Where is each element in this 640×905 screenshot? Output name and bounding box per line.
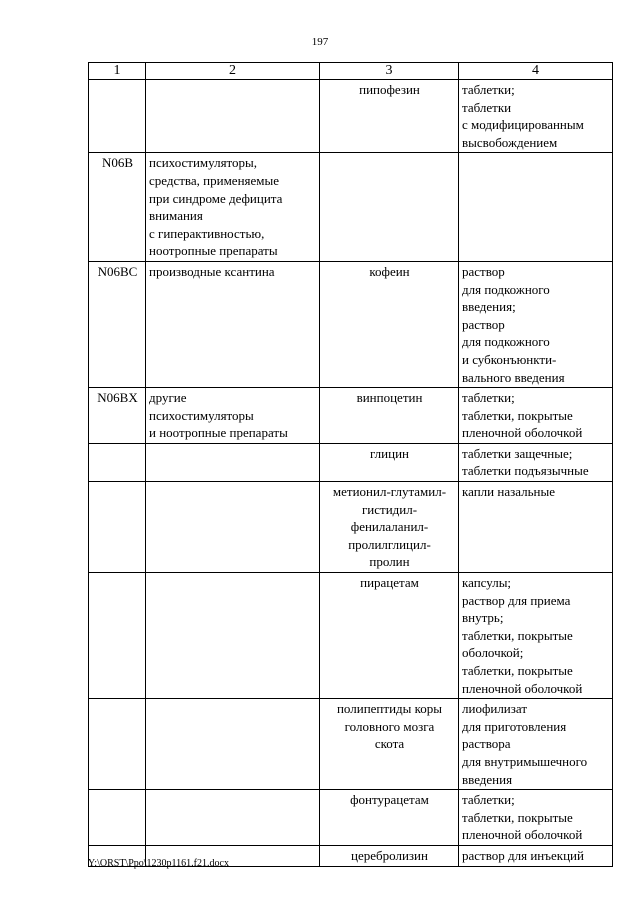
- cell-text-line: таблетки;: [462, 82, 515, 97]
- cell-text-line: фонтурацетам: [350, 792, 429, 808]
- cell-text-line: пленочной оболочкой: [462, 680, 583, 696]
- group-name-cell: [146, 573, 320, 699]
- cell-text-line: введения: [462, 771, 513, 787]
- cell-text-line: таблетки: [462, 99, 512, 115]
- cell-text-line: для подкожного: [462, 281, 550, 297]
- dosage-forms-cell: [459, 573, 613, 699]
- cell-text-line: производные ксантина: [149, 263, 275, 279]
- group-name-cell: [146, 790, 320, 846]
- dosage-forms-cell: [459, 482, 613, 573]
- cell-text-line: пирацетам: [360, 575, 419, 591]
- cell-text-line: таблетки подъязычные: [462, 463, 589, 479]
- column-header-1: 1: [89, 63, 146, 80]
- column-header-4: 4: [459, 63, 613, 80]
- table-row: [89, 261, 613, 387]
- drug-name-cell: [320, 845, 459, 866]
- cell-text-line: головного мозга: [344, 718, 435, 734]
- atc-code-cell: [89, 261, 146, 387]
- dosage-forms-cell: [459, 845, 613, 866]
- table-row: [89, 388, 613, 444]
- drug-name-cell: [320, 573, 459, 699]
- cell-text-line: пленочной оболочкой: [462, 425, 583, 441]
- table-header-row: [89, 63, 613, 80]
- atc-code-cell: [89, 699, 146, 790]
- cell-text-line: внутрь;: [462, 610, 504, 626]
- atc-code-cell: [89, 443, 146, 481]
- cell-text-line: введения;: [462, 299, 516, 315]
- cell-text-line: церебролизин: [351, 847, 428, 863]
- cell-text-line: винпоцетин: [356, 390, 423, 406]
- atc-code-cell: [89, 153, 146, 262]
- drug-name-cell: [320, 790, 459, 846]
- cell-text-line: раствор: [462, 316, 505, 332]
- cell-text-line: с гиперактивностью,: [149, 225, 265, 241]
- cell-text-line: пролилглицил-: [348, 536, 431, 552]
- drug-name-cell: [320, 388, 459, 444]
- drug-name-cell: [320, 482, 459, 573]
- table-row: [89, 790, 613, 846]
- footer-file-path: Y:\ORST\Ppo\1230p1161.f21.docx: [88, 858, 229, 869]
- group-name-cell: [146, 261, 320, 387]
- cell-text-line: средства, применяемые: [149, 172, 280, 188]
- dosage-forms-cell: [459, 153, 613, 262]
- table-row: [89, 482, 613, 573]
- group-name-cell: [146, 482, 320, 573]
- drug-name-cell: [320, 153, 459, 262]
- dosage-forms-cell: [459, 388, 613, 444]
- cell-text-line: лиофилизат: [462, 701, 528, 717]
- cell-text-line: раствор для инъекций: [462, 847, 584, 863]
- drug-name-cell: [320, 699, 459, 790]
- atc-code-cell: [89, 482, 146, 573]
- cell-text-line: таблетки защечные;: [462, 445, 573, 461]
- cell-text-line: скота: [374, 736, 405, 752]
- table-row: [89, 443, 613, 481]
- drug-name-cell: [320, 261, 459, 387]
- cell-text-line: таблетки;: [462, 390, 515, 406]
- cell-text-line: раствора: [462, 736, 511, 752]
- table-row: [89, 153, 613, 262]
- table-row: [89, 80, 613, 153]
- cell-text-line: раствор: [462, 263, 505, 279]
- cell-text-line: психостимуляторы,: [149, 155, 258, 171]
- group-name-cell: [146, 443, 320, 481]
- dosage-forms-cell: [459, 80, 613, 153]
- group-name-cell: [146, 388, 320, 444]
- cell-text-line: ноотропные препараты: [149, 243, 278, 259]
- table-row: [89, 699, 613, 790]
- cell-text-line: N06BC: [97, 263, 138, 279]
- cell-text-line: кофеин: [369, 263, 410, 279]
- cell-text-line: капли назальные: [462, 484, 555, 500]
- cell-text-line: N06B: [101, 155, 134, 171]
- cell-text-line: оболочкой;: [462, 645, 524, 661]
- group-name-cell: [146, 153, 320, 262]
- cell-text-line: таблетки;: [462, 792, 515, 808]
- dosage-forms-cell: [459, 443, 613, 481]
- atc-code-cell: [89, 573, 146, 699]
- column-header-3: 3: [320, 63, 459, 80]
- cell-text-line: таблетки, покрытые: [462, 809, 573, 825]
- dosage-forms-cell: [459, 261, 613, 387]
- dosage-forms-cell: [459, 699, 613, 790]
- dosage-forms-cell: [459, 790, 613, 846]
- cell-text-line: гистидил-: [361, 501, 418, 517]
- cell-text-line: метионил-глутамил-: [332, 484, 447, 500]
- drug-name-cell: [320, 80, 459, 153]
- cell-text-line: капсулы;: [462, 575, 512, 591]
- cell-text-line: раствор для приема: [462, 592, 571, 608]
- atc-code-cell: [89, 790, 146, 846]
- page-number: 197: [311, 36, 329, 48]
- drug-table: [88, 62, 613, 867]
- cell-text-line: и субконъюнкти-: [462, 351, 557, 367]
- cell-text-line: пленочной оболочкой: [462, 827, 583, 843]
- drug-name-cell: [320, 443, 459, 481]
- cell-text-line: таблетки, покрытые: [462, 627, 573, 643]
- cell-text-line: N06BX: [97, 390, 138, 406]
- cell-text-line: внимания: [149, 208, 203, 224]
- cell-text-line: таблетки, покрытые: [462, 663, 573, 678]
- table-body: [89, 80, 613, 867]
- cell-text-line: пипофезин: [359, 82, 420, 97]
- table-row: [89, 573, 613, 699]
- cell-text-line: для приготовления: [462, 718, 567, 734]
- cell-text-line: для подкожного: [462, 334, 550, 350]
- cell-text-line: пролин: [369, 554, 410, 570]
- group-name-cell: [146, 699, 320, 790]
- cell-text-line: психостимуляторы: [149, 407, 254, 423]
- atc-code-cell: [89, 80, 146, 153]
- cell-text-line: вального введения: [462, 369, 565, 385]
- cell-text-line: с модифицированным: [462, 117, 584, 133]
- cell-text-line: другие: [149, 390, 187, 406]
- cell-text-line: полипептиды коры: [336, 701, 443, 717]
- cell-text-line: глицин: [370, 445, 409, 461]
- column-header-2: 2: [146, 63, 320, 80]
- cell-text-line: и ноотропные препараты: [149, 425, 288, 441]
- cell-text-line: при синдроме дефицита: [149, 190, 283, 206]
- group-name-cell: [146, 80, 320, 153]
- cell-text-line: фенилаланил-: [350, 519, 429, 535]
- cell-text-line: для внутримышечного: [462, 753, 588, 769]
- cell-text-line: таблетки, покрытые: [462, 407, 573, 423]
- atc-code-cell: [89, 388, 146, 444]
- cell-text-line: высвобождением: [462, 134, 558, 150]
